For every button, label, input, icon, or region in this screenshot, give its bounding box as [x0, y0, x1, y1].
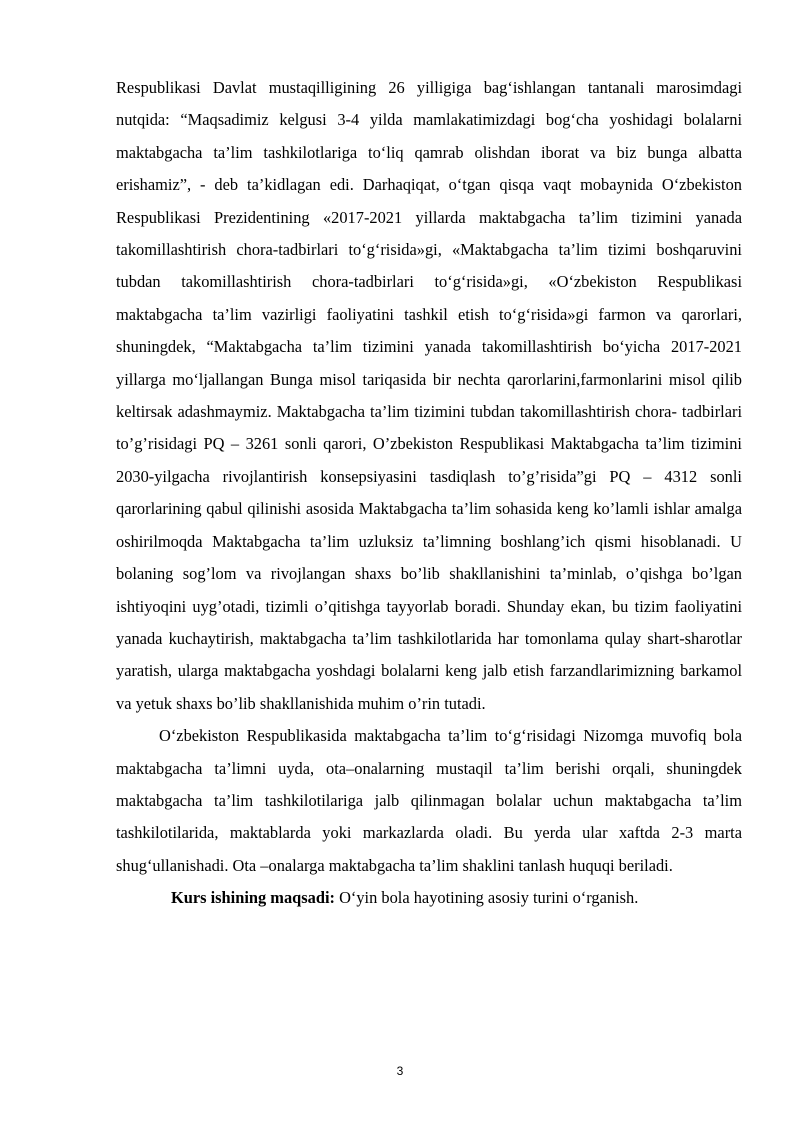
page-number: 3 — [396, 1064, 404, 1078]
course-goal-label: Kurs ishining maqsadi: — [171, 888, 335, 908]
course-goal — [116, 882, 742, 914]
paragraph-2: O‘zbekiston Respublikasida maktabgacha ta’lim to‘g‘risidagi Nizomga muvofiq bola maktabgacha ta’limni uyda, ota–onalarning mustaqil ta’lim berishi orqali, shuningdek maktabgacha ta’lim tashkilotilariga jalb qilinmagan bolalar uchun maktabgacha ta’lim tashkilotilarida, maktablarda yoki markazlarda oladi. Bu yerda ular xaftda 2-3 marta shug‘ullanishadi. Ota –onalarga maktabgacha ta’lim shaklini tanlash huquqi beriladi. — [116, 726, 742, 875]
course-goal-text: O‘yin bola hayotining asosiy turini o‘rganish. — [334, 888, 639, 908]
page-body — [116, 72, 742, 915]
paragraph-1: Respublikasi Davlat mustaqilligining 26 yilligiga bag‘ishlangan tantanali marosimdagi nutqida: “Maqsadimiz kelgusi 3-4 yilda mamlakatimizdagi bog‘cha yoshidagi bolalarni maktabgacha ta’lim tashkilotlariga to‘liq qamrab olishdan iborat va biz bunga albatta erishamiz”, - deb ta’kidlagan edi. Darhaqiqat, o‘tgan qisqa vaqt mobaynida O‘zbekiston Respublikasi Prezidentining «2017-2021 yillarda maktabgacha ta’lim tizimini yanada takomillashtirish chora-tadbirlari to‘g‘risida»gi, «Maktabgacha ta’lim tizimi boshqaruvini tubdan takomillashtirish chora-tadbirlari to‘g‘risida»gi, «O‘zbekiston Respublikasi maktabgacha ta’lim vazirligi faoliyatini tashkil etish to‘g‘risida»gi farmon va qarorlari, shuningdek, “Maktabgacha ta’lim tizimini yanada takomillashtirish bo‘yicha 2017-2021 yillarga mo‘ljallangan Bunga misol tariqasida bir nechta qarorlarini,farmonlarini misol qilib keltirsak adashmaymiz. Maktabgacha ta’lim tizimini tubdan takomillashtirish chora- tadbirlari to’g’risidagi PQ – 3261 sonli qarori, O’zbekiston Respublikasi Maktabgacha ta’lim tizimini 2030-yilgacha rivojlantirish konsepsiyasini tasdiqlash to’g’risida”gi PQ – 4312 sonli qarorlarining qabul qilinishi asosida Maktabgacha ta’lim sohasida keng ko’lamli ishlar amalga oshirilmoqda Maktabgacha ta’lim uzluksiz ta’limning boshlang’ich qismi hisoblanadi. U bolaning sog’lom va rivojlangan shaxs bo’lib shakllanishini ta’minlab, o’qishga bo’lgan ishtiyoqini uyg’otadi, tizimli o’qitishga tayyorlab boradi. Shunday ekan, bu tizim faoliyatini yanada kuchaytirish, maktabgacha ta’lim tashkilotlarida har tomonlama qulay shart-sharotlar yaratish, ularga maktabgacha yoshdagi bolalarni keng jalb etish farzandlarimizning barkamol va yetuk shaxs bo’lib shakllanishida muhim o’rin tutadi. — [116, 78, 742, 713]
